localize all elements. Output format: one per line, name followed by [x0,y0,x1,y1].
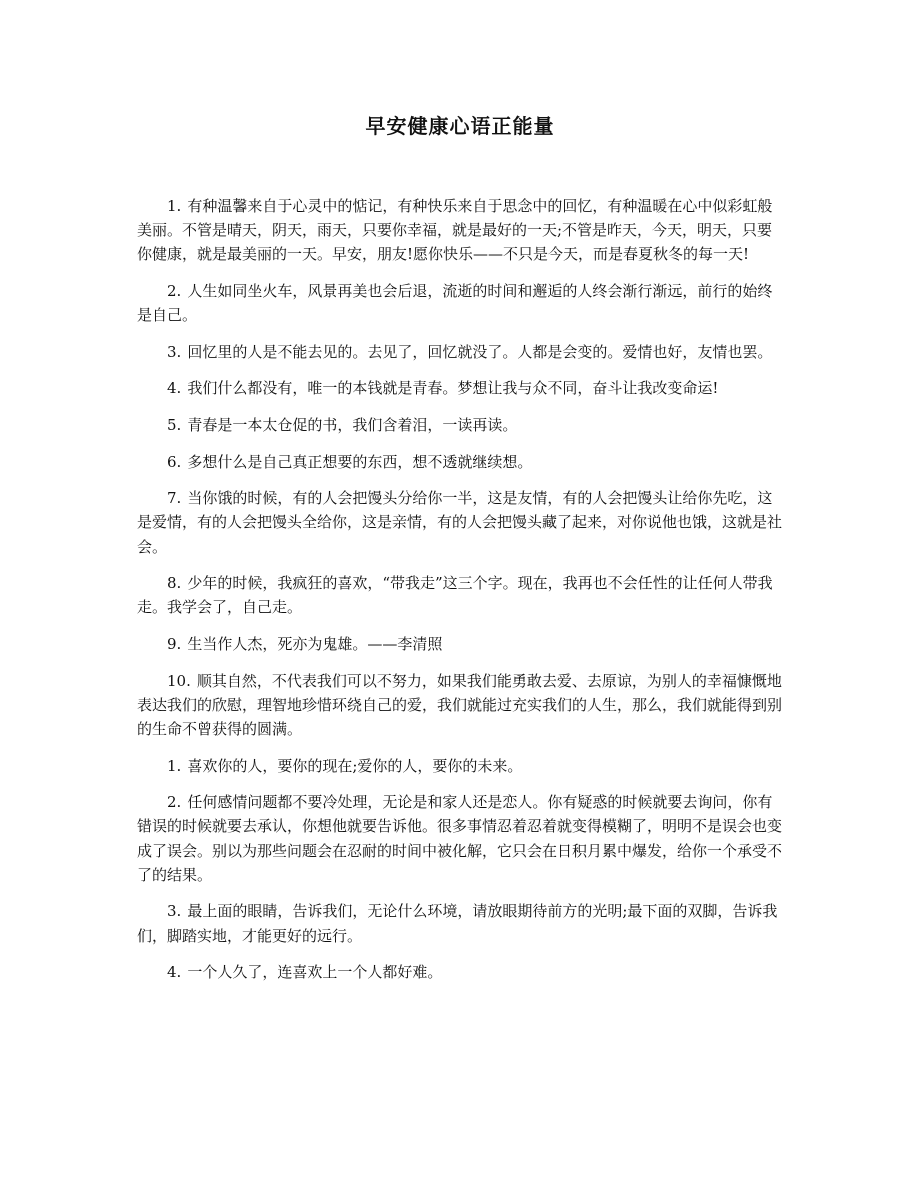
paragraph-number: 6. [167,452,182,471]
paragraph-text: 人生如同坐火车，风景再美也会后退，流逝的时间和邂逅的人终会渐行渐远，前行的始终是自己。 [137,282,773,325]
paragraph-number: 5. [167,415,182,434]
paragraph-text: 我们什么都没有，唯一的本钱就是青春。梦想让我与众不同，奋斗让我改变命运! [187,379,719,398]
paragraph-number: 2. [167,793,182,812]
paragraph-number: 1. [167,756,182,775]
paragraph-text: 最上面的眼睛，告诉我们，无论什么环境，请放眼期待前方的光明;最下面的双脚，告诉我们，脚踏实地，才能更好的远行。 [137,902,778,945]
paragraph-number: 4. [167,963,182,982]
paragraph-text: 少年的时候，我疯狂的喜欢，“带我走”这三个字。现在，我再也不会任性的让任何人带我走。我学会了，自己走。 [137,574,773,617]
paragraph-5 [137,413,785,437]
paragraph-12 [137,790,785,887]
paragraph-number: 4. [167,379,182,398]
paragraph-text: 顺其自然，不代表我们可以不努力，如果我们能勇敢去爱、去原谅，为别人的幸福慷慨地表达我们的欣慰，理智地珍惜环绕自己的爱，我们就能过充实我们的人生，那么，我们就能得到别的生命不曾获得的圆满。 [137,671,783,738]
paragraph-9 [137,632,785,656]
paragraph-2 [137,279,785,327]
paragraph-6 [137,450,785,474]
paragraph-number: 8. [167,574,182,593]
paragraph-number: 3. [167,342,182,361]
paragraph-1 [137,194,785,267]
paragraph-text: 青春是一本太仓促的书，我们含着泪，一读再读。 [187,415,518,434]
paragraph-number: 7. [167,489,182,508]
paragraph-number: 10. [167,671,191,690]
paragraph-text: 任何感情问题都不要冷处理，无论是和家人还是恋人。你有疑惑的时候就要去询问，你有错误的时候就要去承认，你想他就要告诉他。很多事情忍着忍着就变得模糊了，明明不是误会也变成了误会。别以为那些问题会在忍耐的时间中被化解，它只会在日积月累中爆发，给你一个承受不了的结果。 [137,793,783,884]
paragraph-number: 2. [167,282,182,300]
paragraph-number: 9. [167,634,182,653]
page-title: 早安健康心语正能量 [365,114,555,138]
paragraph-text: 有种温馨来自于心灵中的惦记，有种快乐来自于思念中的回忆，有种温暖在心中似彩虹般美丽。不管是晴天，阴天，雨天，只要你幸福，就是最好的一天;不管是昨天，今天，明天，只要你健康，就是最美丽的一天。早安，朋友!愿你快乐——不只是今天，而是春夏秋冬的每一天! [137,197,773,264]
paragraph-text: 生当作人杰，死亦为鬼雄。——李清照 [187,634,443,653]
paragraph-3 [137,340,785,364]
paragraph-14 [137,960,785,984]
paragraph-7 [137,486,785,559]
document-body [137,194,785,997]
paragraph-13 [137,899,785,947]
paragraph-text: 喜欢你的人，要你的现在;爱你的人，要你的未来。 [187,756,523,775]
paragraph-text: 多想什么是自己真正想要的东西，想不透就继续想。 [187,452,533,471]
paragraph-text: 一个人久了，连喜欢上一个人都好难。 [187,963,443,982]
paragraph-text: 当你饿的时候，有的人会把馒头分给你一半，这是友情，有的人会把馒头让给你先吃，这是爱情，有的人会把馒头全给你，这是亲情，有的人会把馒头藏了起来，对你说他也饿，这就是社会。 [137,489,783,556]
paragraph-4 [137,376,785,400]
paragraph-text: 回忆里的人是不能去见的。去见了，回忆就没了。人都是会变的。爱情也好，友情也罢。 [187,342,773,361]
paragraph-10 [137,669,785,742]
paragraph-8 [137,571,785,619]
paragraph-number: 1. [167,197,182,215]
paragraph-11 [137,754,785,778]
paragraph-number: 3. [167,902,182,921]
